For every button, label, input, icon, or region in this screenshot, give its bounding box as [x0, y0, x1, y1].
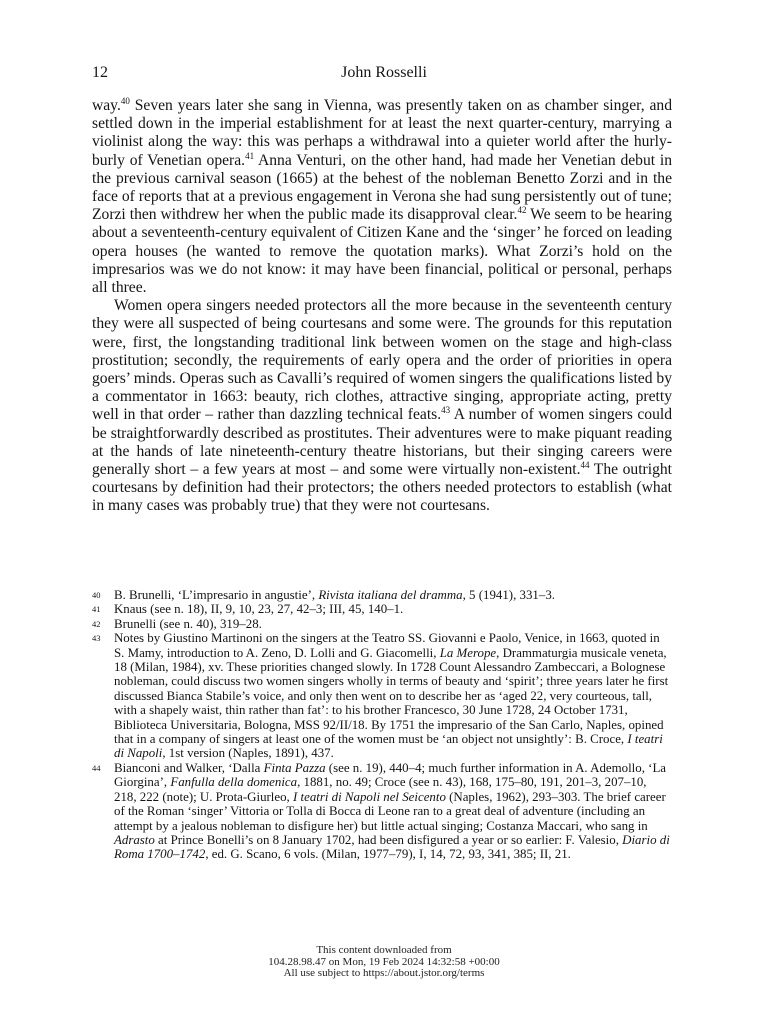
running-head: John Rosselli: [341, 64, 427, 81]
download-notice: [0, 945, 768, 980]
footnote-ref[interactable]: 43: [441, 405, 451, 416]
download-notice-line: 104.28.98.47 on Mon, 19 Feb 2024 14:32:58 +00:00: [268, 955, 500, 968]
footnote-ref[interactable]: 42: [517, 205, 527, 216]
footnote-ref[interactable]: 41: [245, 150, 255, 161]
page-number: 12: [92, 64, 108, 81]
italic-title: Finta Pazza: [263, 760, 326, 775]
text-run: A number of women singers could be straightforwardly described as prostitutes. Their adventures were to make piquant reading at the hands of late nineteenth-century theatre historians, but their singing careers were generally short – a few years at most – and some were virtually non-existent.: [92, 406, 672, 479]
footnote-text: Bianconi and Walker, ‘Dalla Finta Pazza (see n. 19), 440–4; much further information in A. Ademollo, ‘La Giorgina’, Fanfulla della domenica, 1881, no. 49; Croce (see n. 43), 168, 175–80, 191, 201–3, 207–10, 218, 222 (note); U. Prota-Giurleo, I teatri di Napoli nel Seicento (Naples, 1962), 293–303. The brief career of the Roman ‘singer’ Vittoria or Tolla di Bocca di Leone ran to a great deal of adventure (including an attempt by a jealous nobleman to disfigure her) but little actual singing; Costanza Maccari, who sang in Adrasto at Prince Bonelli’s on 8 January 1702, had been disfigured a year or so earlier: F. Valesio, Diario di Roma 1700–1742, ed. G. Scano, 6 vols. (Milan, 1977–79), I, 14, 72, 93, 341, 385; II, 21.: [114, 760, 670, 862]
terms-link[interactable]: All use subject to https://about.jstor.org/terms: [283, 967, 485, 979]
text-run: Women opera singers needed protectors all the more because in the seventeenth century they were all suspected of being courtesans and some were. The grounds for this reputation were, first, the longstanding traditional link between women on the stage and high-class prostitution; secondly, the requirements of early opera and the order of priorities in opera goers’ minds. Operas such as Cavalli’s required of women singers the qualifications listed by a commentator in 1663: beauty, rich clothes, attractive singing, appropriate acting, pretty well in that order – rather than dazzling technical feats.: [92, 297, 673, 424]
text-run: Anna Venturi, on the other hand, had made her Venetian debut in the previous carnival season (1665) at the behest of the nobleman Benetto Zorzi and in the face of reports that at a previous engagement in Verona she had sung persistently out of tune; Zorzi then withdrew her when the public made its disapproval clear.: [92, 151, 673, 224]
text-run: The outright courtesans by definition had their protectors; the others needed protectors to establish (what in many cases was probably true) that they were not courtesans.: [92, 461, 672, 515]
footnote-number: 44: [92, 762, 101, 773]
footnote-ref[interactable]: 44: [580, 460, 590, 471]
italic-title: I teatri di Napoli: [114, 732, 663, 761]
italic-title: La Merope: [439, 645, 497, 660]
footnote: [92, 617, 672, 631]
footnote-number: 43: [92, 633, 101, 644]
footnote-text: Knaus (see n. 18), II, 9, 10, 23, 27, 42–3; III, 45, 140–1.: [114, 602, 404, 617]
footnote: [92, 602, 672, 616]
footnotes: [92, 588, 672, 862]
footnote-text: Notes by Giustino Martinoni on the singers at the Teatro SS. Giovanni e Paolo, Venice, in 1663, quoted in S. Mamy, introduction to A. Zeno, D. Lolli and G. Giacomelli, La Merope, Drammaturgia musicale veneta, 18 (Milan, 1984), xv. These priorities changed slowly. In 1728 Count Alessandro Zambeccari, a Bolognese nobleman, could discuss two women singers wholly in terms of beauty and ‘spirit’; three years later he first discussed Bianca Stabile’s voice, and only then went on to describe her as ‘aged 22, very courteous, tall, with a shapely waist, thin rather than fat’: to his brother Francesco, 30 June 1728, 24 October 1731, Biblioteca Universitaria, Bologna, MSS 92/II/18. By 1751 the impresario of the San Carlo, Naples, opined that in a company of singers at least one of the women must be ‘an object not unsightly’: B. Croce, I teatri di Napoli, 1st version (Naples, 1891), 437.: [114, 631, 669, 761]
text-run: We seem to be hearing about a seventeenth-century equivalent of Citizen Kane and the ‘singer’ he forced on leading opera houses (he wanted to remove the quotation marks). What Zorzi’s hold on the impresarios was we do not know: it may have been financial, political or personal, perhaps all three.: [92, 206, 673, 297]
footnote-text: B. Brunelli, ‘L’impresario in angustie’, Rivista italiana del dramma, 5 (1941), 331–3.: [114, 588, 555, 602]
text-run: Seven years later she sang in Vienna, was presently taken on as chamber singer, and settled down in the imperial establishment for at least the next quarter-century, marrying a violinist along the way: this was perhaps a withdrawal into a quieter world after the hurly-burly of Venetian opera.: [92, 97, 672, 169]
footnote-ref[interactable]: 40: [120, 96, 130, 106]
italic-title: Adrasto: [114, 832, 155, 847]
footnote: [92, 631, 672, 761]
paragraph: [92, 97, 672, 297]
paragraph: [92, 297, 672, 515]
footnote-text: Brunelli (see n. 40), 319–28.: [114, 616, 262, 631]
download-notice-line: This content downloaded from: [316, 944, 452, 956]
footnote-number: 42: [92, 618, 101, 629]
text-run: way.: [92, 97, 121, 114]
footnote: [92, 588, 672, 602]
body-text: [92, 97, 672, 516]
italic-title: I teatri di Napoli nel Seicento: [293, 789, 446, 804]
footnote-number: 40: [92, 590, 101, 600]
italic-title: Rivista italiana del dramma: [318, 588, 463, 602]
italic-title: Fanfulla della domenica: [170, 775, 298, 790]
italic-title: Diario di Roma 1700–1742: [114, 832, 670, 862]
footnote-number: 41: [92, 604, 101, 615]
footnote: [92, 761, 672, 862]
